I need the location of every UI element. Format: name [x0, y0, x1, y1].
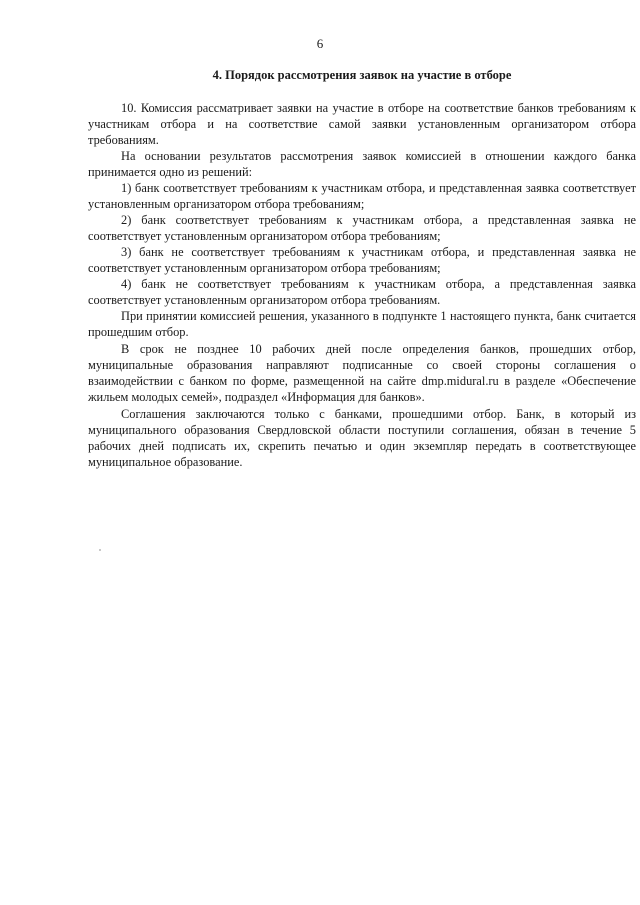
paragraph-decision-2: 2) банк соответствует требованиям к участникам отбора, а представленная заявка не соответствует установленным организатором отбора требованиям; [88, 213, 636, 243]
paragraph-decision-4: 4) банк не соответствует требованиям к участникам отбора, а представленная заявка соответствует установленным организатором отбора требованиям. [88, 277, 636, 307]
paragraph-decision-1: 1) банк соответствует требованиям к участникам отбора, и представленная заявка соответствует установленным организатором отбора требованиям; [88, 181, 636, 211]
section-title: 4. Порядок рассмотрения заявок на участие в отборе [212, 68, 512, 82]
paragraph-agreement-signing: Соглашения заключаются только с банками, прошедшими отбор. Банк, в который из муниципального образования Свердловской области поступили соглашения, обязан в течение 5 рабочих дней подписать их, скрепить печатью и один экземпляр передать в соответствующее муниципальное образование. [88, 407, 636, 469]
page-number: 6 [316, 36, 324, 51]
paragraph-decision-3: 3) банк не соответствует требованиям к участникам отбора, и представленная заявка не соответствует установленным организатором отбора требованиям; [88, 245, 636, 275]
paragraph-agreement-deadline: В срок не позднее 10 рабочих дней после определения банков, прошедших отбор, муниципальные образования направляют подписанные со своей стороны соглашения о взаимодействии с банком по форме, размещенной на сайте dmp.midural.ru в разделе «Обеспечение жильем молодых семей», подраздел «Информация для банков». [88, 342, 636, 404]
paragraph-passed-selection: При принятии комиссией решения, указанного в подпункте 1 настоящего пункта, банк считается прошедшим отбор. [88, 309, 636, 339]
paragraph-clause-10: 10. Комиссия рассматривает заявки на участие в отборе на соответствие банков требованиям к участникам отбора и на соответствие самой заявки установленным организатором отбора требованиям. [88, 101, 636, 147]
scan-artifact-dot [99, 549, 101, 551]
document-body [88, 100, 636, 470]
paragraph-decision-intro: На основании результатов рассмотрения заявок комиссией в отношении каждого банка принимается одно из решений: [88, 149, 636, 179]
